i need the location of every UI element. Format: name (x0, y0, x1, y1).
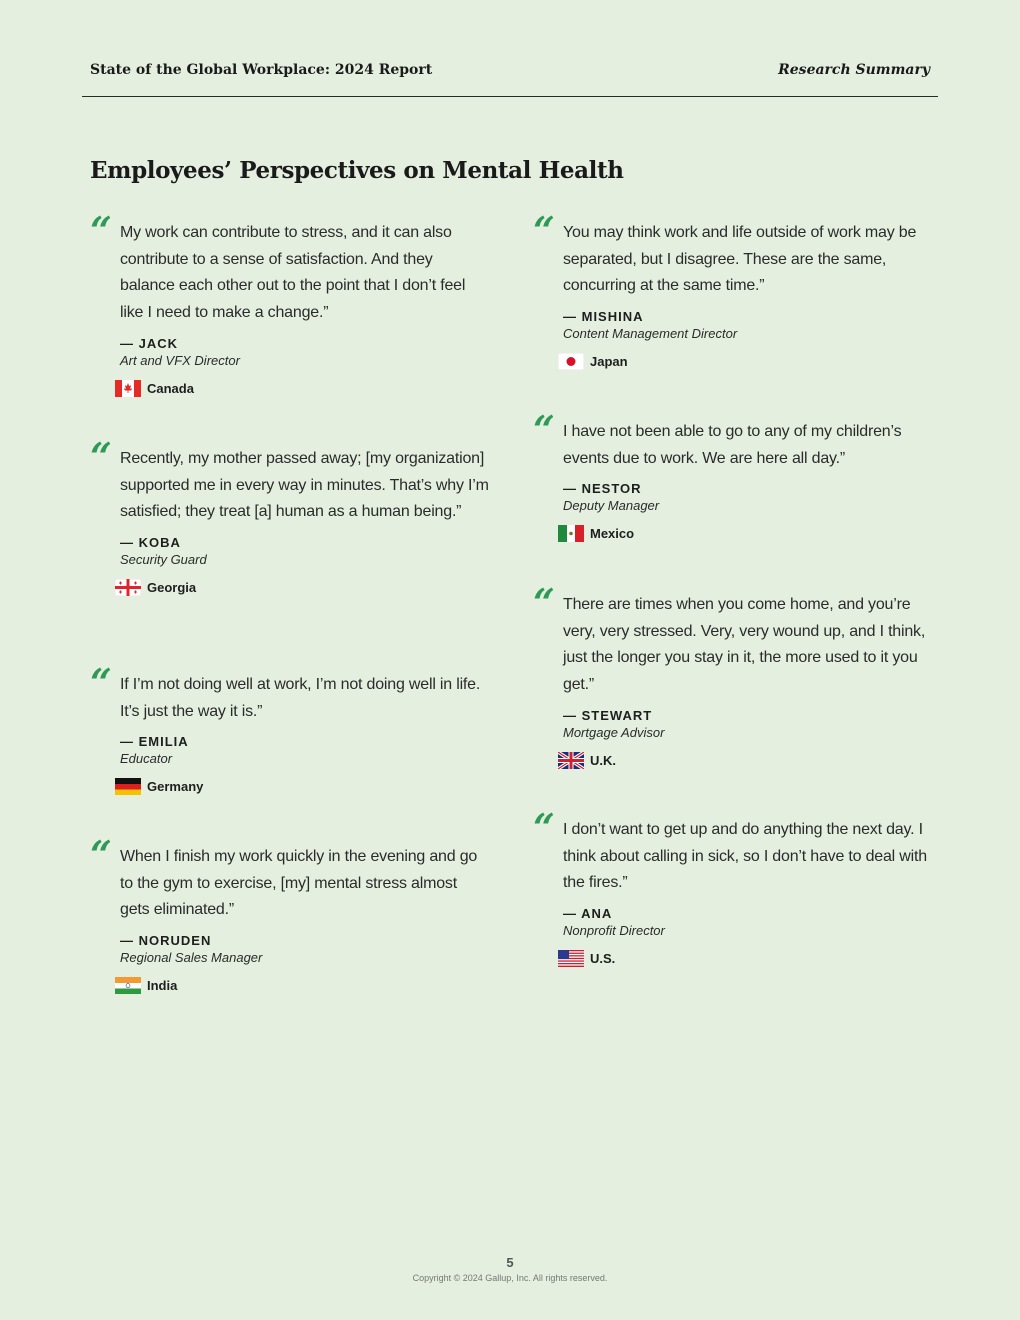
country-name: India (147, 978, 178, 994)
india-flag-icon (115, 977, 141, 994)
quote-author: — JACK (120, 335, 179, 351)
quote-country (558, 353, 933, 370)
quote-card (90, 434, 490, 596)
quote-country (558, 752, 933, 769)
quote-mark-icon: “ (533, 208, 555, 253)
quote-author: — KOBA (120, 535, 181, 551)
quote-country (115, 778, 490, 795)
quote-author: — NORUDEN (120, 933, 212, 949)
quote-card (90, 832, 490, 994)
quote-text: Recently, my mother passed away; [my organization] supported me in every way in minutes. That’s why I’m satisfied; they treat [a] human as a human being.” (120, 450, 489, 521)
us-flag-icon (558, 950, 584, 967)
japan-flag-icon (558, 353, 584, 370)
country-name: U.S. (590, 951, 616, 967)
quote-role: Security Guard (120, 552, 207, 568)
quote-mark-icon: “ (533, 580, 555, 625)
quote-role: Mortgage Advisor (563, 724, 665, 740)
quote-country (558, 525, 933, 542)
quote-role: Deputy Manager (563, 498, 660, 514)
quote-text: When I finish my work quickly in the evening and go to the gym to exercise, [my] mental stress almost gets eliminated.” (120, 848, 478, 919)
quote-mark-icon: “ (90, 832, 112, 877)
country-name: Canada (147, 380, 194, 396)
quote-text: I don’t want to get up and do anything the next day. I think about calling in sick, so I don’t have to deal with the fires.” (563, 821, 927, 892)
quote-card (533, 407, 933, 542)
quote-author: — ANA (563, 906, 613, 922)
page-header (82, 58, 938, 97)
quote-country (558, 950, 933, 967)
quote-card (90, 660, 490, 795)
copyright: Copyright © 2024 Gallup, Inc. All rights reserved. (412, 1273, 608, 1283)
quote-mark-icon: “ (533, 407, 555, 452)
quote-text: My work can contribute to stress, and it can also contribute to a sense of satisfaction. And they balance each other out to the point that I don’t feel like I need to make a change.” (120, 224, 466, 322)
quote-mark-icon: “ (90, 660, 112, 705)
quote-card (533, 208, 933, 370)
quote-author: — NESTOR (563, 481, 642, 497)
country-name: Georgia (147, 580, 197, 596)
canada-flag-icon (115, 380, 141, 397)
quote-mark-icon: “ (90, 208, 112, 253)
quote-mark-icon: “ (90, 434, 112, 479)
quote-card (90, 208, 490, 397)
quote-country (115, 977, 490, 994)
quote-role: Content Management Director (563, 326, 738, 342)
page-number: 5 (506, 1255, 514, 1270)
quote-role: Regional Sales Manager (120, 950, 263, 966)
germany-flag-icon (115, 778, 141, 795)
quote-card (533, 805, 933, 967)
quote-text: You may think work and life outside of work may be separated, but I disagree. These are the same, concurring at the same time.” (563, 224, 917, 295)
quote-text: I have not been able to go to any of my children’s events due to work. We are here all day.” (563, 423, 902, 467)
quote-country (115, 380, 490, 397)
quote-text: There are times when you come home, and you’re very, very stressed. Very, very wound up, and I think, just the longer you stay in it, the more used to it you get.” (563, 596, 926, 694)
uk-flag-icon (558, 752, 584, 769)
quote-role: Nonprofit Director (563, 923, 665, 939)
quote-role: Art and VFX Director (120, 352, 240, 368)
quote-author: — EMILIA (120, 734, 189, 750)
quote-author: — STEWART (563, 707, 653, 723)
quote-card (533, 580, 933, 769)
page-heading: Employees’ Perspectives on Mental Health (90, 157, 624, 184)
country-name: Japan (590, 354, 628, 370)
quote-mark-icon: “ (533, 805, 555, 850)
country-name: Germany (147, 779, 204, 795)
mexico-flag-icon (558, 525, 584, 542)
country-name: U.K. (590, 752, 616, 768)
quote-country (115, 579, 490, 596)
country-name: Mexico (590, 526, 635, 542)
report-title: State of the Global Workplace: 2024 Report (90, 62, 433, 78)
quote-role: Educator (120, 751, 173, 767)
section-label: Research Summary (778, 62, 930, 78)
georgia-flag-icon (115, 579, 141, 596)
quote-text: If I’m not doing well at work, I’m not doing well in life. It’s just the way it is.” (120, 676, 481, 720)
quote-author: — MISHINA (563, 309, 644, 325)
